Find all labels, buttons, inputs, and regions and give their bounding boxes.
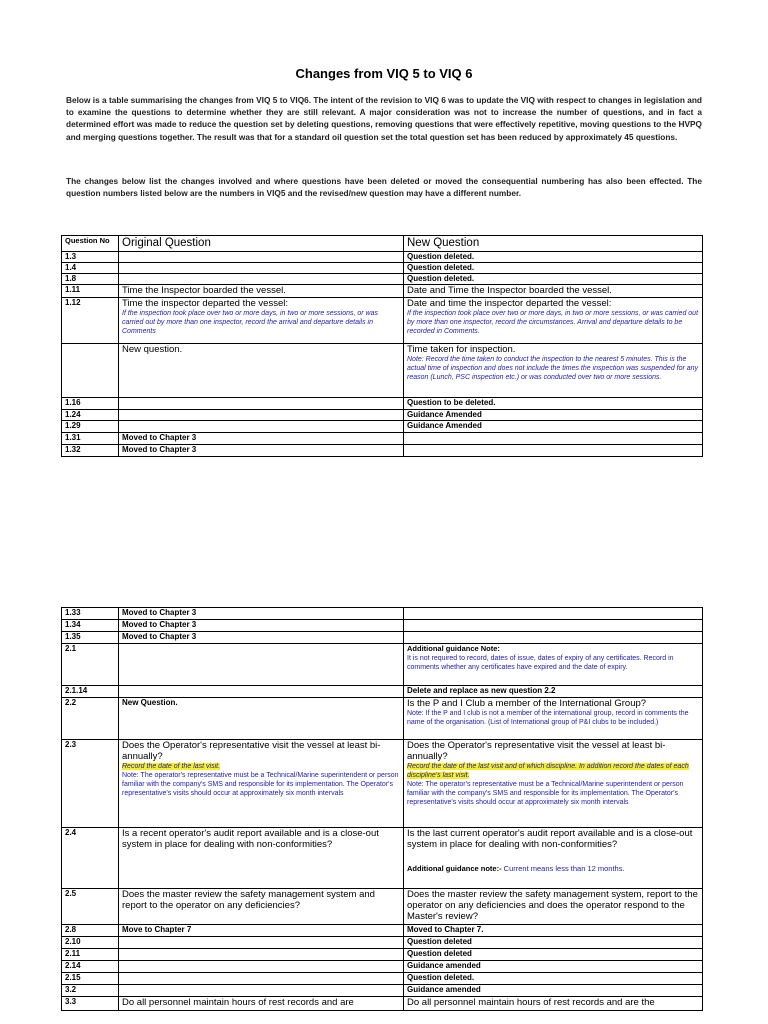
header-question-no: Question No [62, 236, 119, 252]
guidance-label: Additional guidance note:- [407, 864, 502, 873]
new-note: Note: Record the time taken to conduct the inspection to the nearest 5 minutes. This is the actual time of inspection and does not include the times the inspection was suspended for any reason (Lunch, PSC inspection etc.) or was conducted over two or more sessions. [407, 356, 699, 381]
new-text: Date and Time the Inspector boarded the vessel. [407, 285, 612, 296]
cell-original [119, 344, 404, 398]
cell-no: 2.10 [62, 937, 119, 949]
cell-original [119, 398, 404, 410]
cell-original: Moved to Chapter 3 [119, 632, 404, 644]
changes-table-part-2 [61, 607, 703, 1011]
cell-new [404, 644, 703, 686]
document-page-2 [0, 605, 768, 1024]
cell-new [404, 828, 703, 889]
original-text: Is a recent operator's audit report available and is a close-out system in place for dealing with non-conformities? [122, 828, 379, 850]
cell-original [119, 961, 404, 973]
original-note: If the inspection took place over two or more days, in two or more sessions, or was carried out by more than one inspector, record the arrival and departure details in Comments [122, 310, 379, 335]
cell-original [119, 937, 404, 949]
table-row [62, 949, 703, 961]
cell-new: Question deleted. [404, 274, 703, 285]
cell-no: 2.11 [62, 949, 119, 961]
guidance-label: Additional guidance Note: [407, 644, 500, 653]
cell-new: Question deleted. [404, 973, 703, 985]
cell-original: Moved to Chapter 3 [119, 608, 404, 620]
header-original-question: Original Question [119, 236, 404, 252]
cell-original [119, 686, 404, 698]
cell-original [119, 285, 404, 298]
cell-original [119, 298, 404, 344]
guidance-note: Current means less than 12 months. [503, 864, 625, 873]
cell-no: 1.8 [62, 274, 119, 285]
cell-new [404, 344, 703, 398]
cell-new: Question to be deleted. [404, 398, 703, 410]
cell-new [404, 632, 703, 644]
table-row [62, 889, 703, 925]
cell-new: Guidance amended [404, 961, 703, 973]
cell-original [119, 421, 404, 433]
cell-new [404, 285, 703, 298]
cell-original [119, 997, 404, 1011]
cell-new [404, 740, 703, 828]
new-note: Note: If the P and I club is not a member of the international group, record in comments the name of the organisation. (List of International group of P&I clubs to be included.) [407, 710, 689, 726]
cell-no: 2.5 [62, 889, 119, 925]
cell-no [62, 344, 119, 398]
table-row [62, 985, 703, 997]
table-row [62, 263, 703, 274]
cell-new: Moved to Chapter 7. [404, 925, 703, 937]
cell-no: 1.12 [62, 298, 119, 344]
new-text: Date and time the inspector departed the vessel: [407, 298, 612, 309]
table-row [62, 632, 703, 644]
cell-original [119, 252, 404, 263]
header-new-question: New Question [404, 236, 703, 252]
cell-new [404, 433, 703, 445]
new-note: If the inspection took place over two or more days, in two or more sessions, or was carried out by more than one inspector, record the circumstances. Arrival and departure details to be recorded in Comments. [407, 310, 699, 335]
cell-no: 1.24 [62, 410, 119, 421]
table-row [62, 252, 703, 263]
cell-original [119, 740, 404, 828]
table-row [62, 961, 703, 973]
cell-original [119, 410, 404, 421]
cell-new: Question deleted. [404, 263, 703, 274]
table-row [62, 608, 703, 620]
cell-no: 1.34 [62, 620, 119, 632]
cell-new [404, 698, 703, 740]
cell-no: 2.1 [62, 644, 119, 686]
cell-no: 2.1.14 [62, 686, 119, 698]
cell-new [404, 445, 703, 457]
cell-new: Delete and replace as new question 2.2 [404, 686, 703, 698]
cell-no: 1.16 [62, 398, 119, 410]
cell-new [404, 889, 703, 925]
table-row [62, 973, 703, 985]
cell-no: 2.2 [62, 698, 119, 740]
cell-no: 1.31 [62, 433, 119, 445]
page-title: Changes from VIQ 5 to VIQ 6 [295, 66, 473, 81]
table-row [62, 274, 703, 285]
table-row [62, 925, 703, 937]
cell-new [404, 608, 703, 620]
cell-original [119, 985, 404, 997]
table-row [62, 421, 703, 433]
cell-new [404, 620, 703, 632]
cell-no: 2.15 [62, 973, 119, 985]
intro-paragraph: Below is a table summarising the changes from VIQ 5 to VIQ6. The intent of the revision to VIQ 6 was to update the VIQ with respect to changes in legislation and to examine the questions to determine whether they are still relevant. A major consideration was not to increase the number of questions, and in fact a determined effort was made to reduce the question set by deleting questions, removing questions that were effectively repetitive, moving questions to the HVPQ and merging questions together. The result was that for a standard oil question set the total question set has been reduced by approximately 45 questions. [66, 95, 702, 142]
cell-new: Guidance Amended [404, 410, 703, 421]
cell-no: 3.3 [62, 997, 119, 1011]
table-row [62, 997, 703, 1011]
cell-no: 2.8 [62, 925, 119, 937]
table-row [62, 398, 703, 410]
new-text: Time taken for inspection. [407, 344, 516, 355]
new-text: Does the master review the safety management system, report to the operator on any deficiencies and does the operator respond to the Master's review? [407, 889, 698, 922]
cell-no: 2.14 [62, 961, 119, 973]
second-paragraph: The changes below list the changes involved and where questions have been deleted or moved the consequential numbering has also been effected. The question numbers listed below are the numbers in VIQ5 and the revised/new question may have a different number. [66, 176, 702, 199]
table-row [62, 285, 703, 298]
cell-no: 2.3 [62, 740, 119, 828]
new-text: Do all personnel maintain hours of rest records and are the [407, 997, 655, 1008]
cell-no: 1.3 [62, 252, 119, 263]
original-text: Time the Inspector boarded the vessel. [122, 285, 286, 296]
cell-new: Guidance Amended [404, 421, 703, 433]
table-row [62, 433, 703, 445]
table-row [62, 620, 703, 632]
table-row [62, 740, 703, 828]
new-highlight: Record the date of the last visit and of which discipline. In addition record the dates of each discipline's last visit. [407, 763, 689, 779]
cell-no: 1.29 [62, 421, 119, 433]
cell-original: Moved to Chapter 3 [119, 445, 404, 457]
cell-original [119, 949, 404, 961]
table-row [62, 344, 703, 398]
table-row [62, 698, 703, 740]
cell-original [119, 973, 404, 985]
original-text: Do all personnel maintain hours of rest records and are [122, 997, 354, 1008]
cell-new [404, 997, 703, 1011]
cell-new: Question deleted [404, 937, 703, 949]
table-row [62, 644, 703, 686]
new-note: Note: The operator's representative must be a Technical/Marine superintendent or person familiar with the company's SMS and responsible for its implementation. The Operator's representative's visits should occur at approximately six month intervals [407, 781, 684, 806]
table-row [62, 298, 703, 344]
cell-original: Move to Chapter 7 [119, 925, 404, 937]
table-header-row [62, 236, 703, 252]
cell-no: 1.11 [62, 285, 119, 298]
cell-original: Moved to Chapter 3 [119, 433, 404, 445]
original-note: Note: The operator's representative must be a Technical/Marine superintendent or person familiar with the company's SMS and responsible for its implementation. The Operator's representative's visits should occur at approximately six month intervals [122, 772, 399, 797]
cell-original: New Question. [119, 698, 404, 740]
new-text: Is the P and I Club a member of the International Group? [407, 698, 647, 709]
cell-no: 1.4 [62, 263, 119, 274]
cell-no: 1.33 [62, 608, 119, 620]
cell-new: Guidance amended [404, 985, 703, 997]
cell-original: Moved to Chapter 3 [119, 620, 404, 632]
cell-original [119, 828, 404, 889]
cell-original [119, 263, 404, 274]
new-text: Is the last current operator's audit report available and is a close-out system in place for dealing with non-conformities? [407, 828, 693, 850]
table-row [62, 410, 703, 421]
original-text: New question. [122, 344, 183, 355]
new-text: Does the Operator's representative visit the vessel at least bi-annually? [407, 740, 666, 762]
changes-table-part-1 [61, 235, 703, 457]
cell-original [119, 889, 404, 925]
original-text: Time the inspector departed the vessel: [122, 298, 288, 309]
table-row [62, 937, 703, 949]
cell-original [119, 274, 404, 285]
table-row [62, 828, 703, 889]
cell-new: Question deleted [404, 949, 703, 961]
cell-no: 1.35 [62, 632, 119, 644]
original-text: Does the master review the safety management system and report to the operator on any deficiencies? [122, 889, 375, 911]
table-row [62, 445, 703, 457]
guidance-note: It is not required to record, dates of issue, dates of expiry of any certificates. Record in comments whether any certificates have expired and the date of expiry. [407, 654, 674, 671]
original-text: Does the Operator's representative visit the vessel at least bi-annually? [122, 740, 381, 762]
cell-new: Question deleted. [404, 252, 703, 263]
cell-new [404, 298, 703, 344]
cell-no: 2.4 [62, 828, 119, 889]
table-row [62, 686, 703, 698]
cell-original [119, 644, 404, 686]
cell-no: 3.2 [62, 985, 119, 997]
cell-no: 1.32 [62, 445, 119, 457]
original-highlight: Record the date of the last visit. [122, 763, 221, 770]
